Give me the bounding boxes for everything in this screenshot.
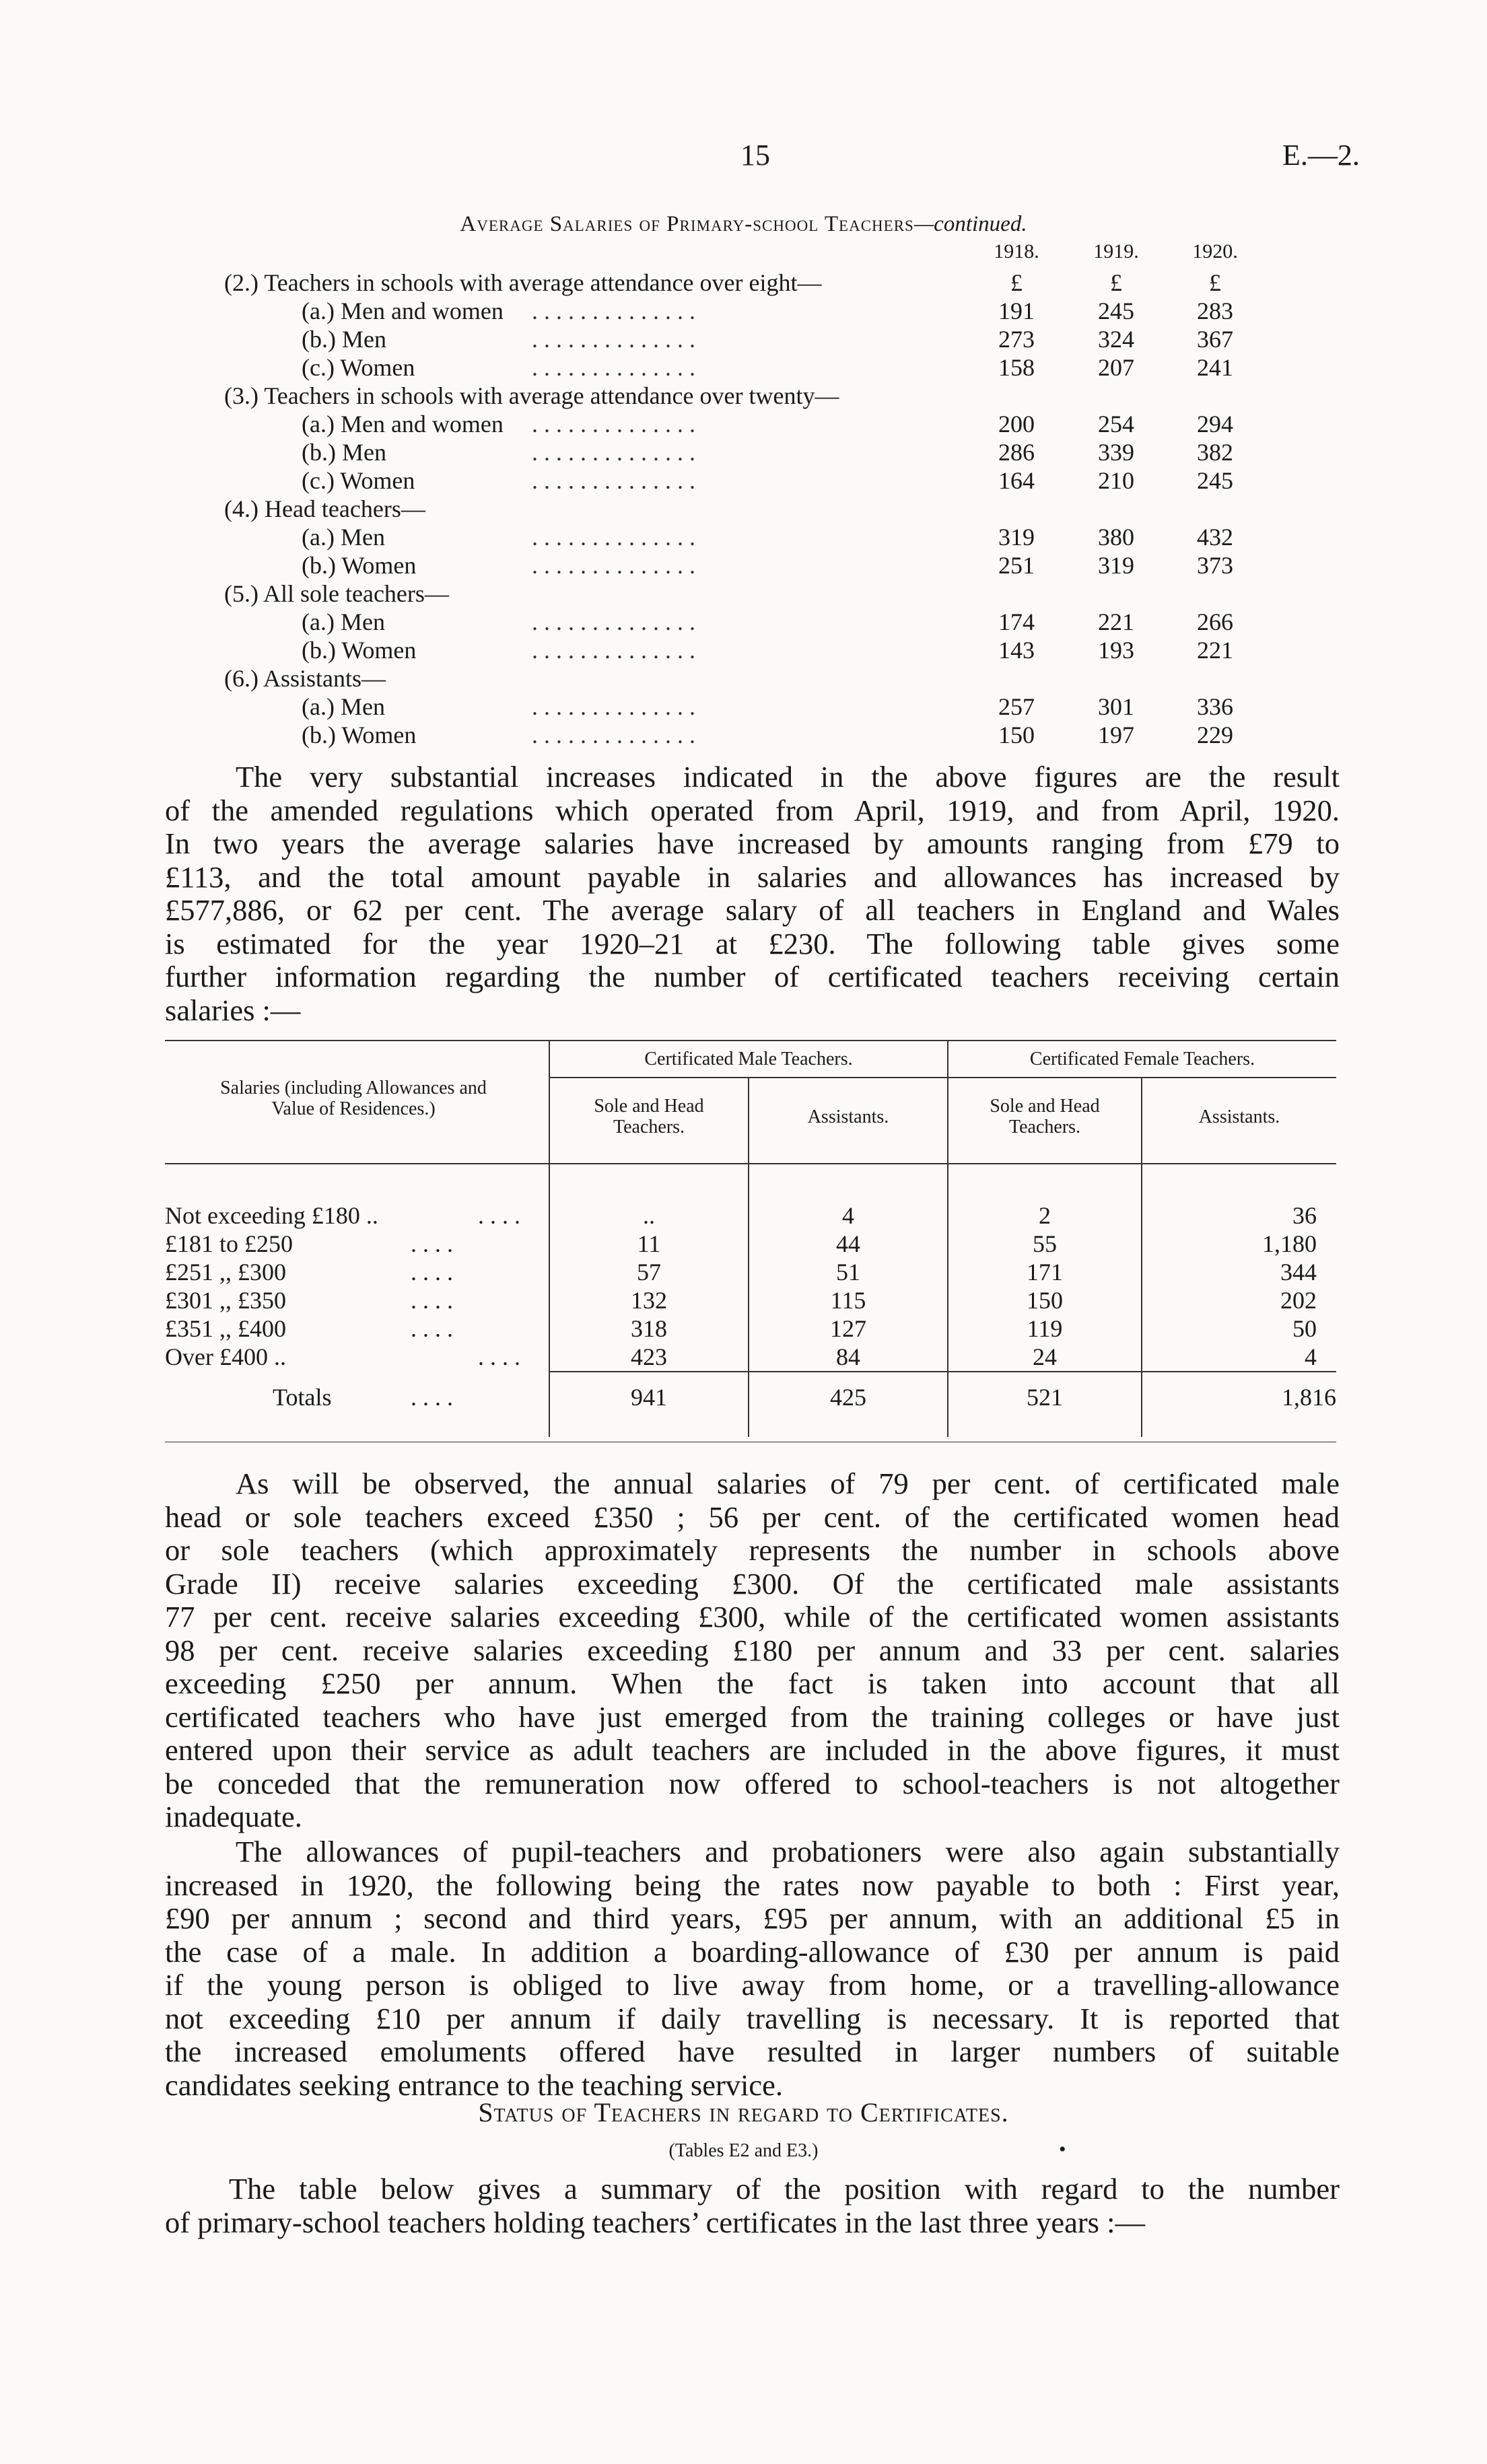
paragraph-line: £113, and the total amount payable in salaries and allowances has increased by <box>165 859 1340 894</box>
table-row-label: £301 ,, £350 <box>165 1287 286 1314</box>
leader-dots: . . . . . . . . . . . . . . <box>532 637 695 664</box>
salary-row <box>0 466 1487 495</box>
salary-value: 191 <box>998 297 1035 324</box>
salary-value: 257 <box>998 693 1035 720</box>
paragraph-line: In two years the average salaries have increased by amounts ranging from £79 to <box>165 826 1340 860</box>
group-heading: (4.) Head teachers— <box>224 495 425 522</box>
salary-row <box>0 353 1487 382</box>
leader-dots: . . . . . . . . . . . . . . <box>532 721 695 748</box>
row-header-line-1: Salaries (including Allowances and <box>220 1078 487 1098</box>
total-female-sole: 521 <box>1027 1384 1063 1411</box>
table-cell <box>1142 1230 1336 1258</box>
leader-dots: . . . . . . . . . . . . . . <box>532 297 695 324</box>
table-cell <box>1142 1201 1336 1230</box>
table-cell-value: 1,180 <box>1262 1230 1317 1257</box>
salary-row <box>0 721 1487 749</box>
table-row-label: £181 to £250 <box>165 1230 293 1257</box>
total-male-assistants: 425 <box>830 1384 866 1411</box>
salary-row <box>0 636 1487 664</box>
section-title-average-salaries <box>0 212 1487 237</box>
total-male-sole: 941 <box>631 1384 667 1411</box>
paragraph-line: if the young person is obliged to live away from home, or a travelling-allowance <box>165 1968 1340 2002</box>
salary-value: 380 <box>1098 524 1134 551</box>
salary-value: 221 <box>1197 637 1233 664</box>
group-heading-row <box>0 495 1487 523</box>
salary-value: 432 <box>1197 524 1233 551</box>
paragraph-line: inadequate. <box>165 1800 302 1833</box>
group-heading: (5.) All sole teachers— <box>224 580 449 607</box>
salary-value: 286 <box>998 439 1035 466</box>
group-female-header: Certificated Female Teachers. <box>1029 1049 1255 1069</box>
table-cell: 150 <box>1027 1287 1063 1314</box>
section-title-text: Average Salaries of Primary-school Teachers <box>460 212 914 236</box>
paragraph-line: The very substantial increases indicated in the above figures are the result <box>236 760 1340 794</box>
paragraph-line: £90 per annum ; second and third years, £95 per annum, with an additional £5 in <box>165 1901 1340 1935</box>
table-cell: 115 <box>830 1287 866 1314</box>
paragraph-line: salaries :— <box>165 993 301 1027</box>
salary-row <box>0 410 1487 438</box>
table-totals-rule <box>549 1371 1336 1372</box>
year-1918: 1918. <box>994 240 1039 262</box>
table-cell <box>1142 1343 1336 1371</box>
paragraph-summary-intro <box>165 2173 1340 2239</box>
sub-header-male-sole-line-1: Sole and Head <box>594 1096 704 1117</box>
leader-dots: . . . . . . . . . . . . . . <box>532 524 695 551</box>
paragraph-line: The table below gives a summary of the position with regard to the number <box>229 2172 1340 2206</box>
salary-row-label: (a.) Men and women <box>302 297 504 324</box>
table-cell: 132 <box>631 1287 667 1314</box>
salary-value: 150 <box>998 721 1035 748</box>
salary-row-label: (b.) Women <box>302 552 417 579</box>
salary-value: 367 <box>1197 326 1233 353</box>
table-cell: .. <box>643 1202 655 1229</box>
table-leader-dots: . . . . <box>478 1202 520 1229</box>
paragraph-line: of the amended regulations which operated from April, 1919, and from April, 1920. <box>165 793 1340 827</box>
paragraph-salary-increases <box>165 761 1340 1027</box>
certificated-salaries-table <box>165 1040 1350 1457</box>
salary-row <box>0 325 1487 353</box>
salary-value: 319 <box>1098 552 1134 579</box>
paragraph-line: candidates seeking entrance to the teaching service. <box>165 2068 784 2102</box>
salary-value: 339 <box>1098 439 1134 466</box>
paragraph-line: The allowances of pupil-teachers and probationers were also again substantially <box>236 1835 1340 1868</box>
leader-dots: . . . . . . . . . . . . . . <box>532 411 695 437</box>
salary-value: 324 <box>1098 326 1134 353</box>
table-cell-value: 344 <box>1280 1259 1317 1286</box>
currency-row <box>0 269 1487 297</box>
leader-dots: . . . . . . . . . . . . . . <box>532 326 695 353</box>
section-title-status-of-teachers: Status of Teachers in regard to Certificates. <box>478 2097 1009 2127</box>
table-cell: 55 <box>1033 1230 1057 1257</box>
table-row-label: Not exceeding £180 .. <box>165 1202 378 1229</box>
salary-row-label: (b.) Men <box>302 439 386 466</box>
salary-row-label: (b.) Men <box>302 326 386 353</box>
stray-mark: • <box>1059 2138 1066 2160</box>
section-title-suffix: —continued. <box>913 212 1027 236</box>
paragraph-line: exceeding £250 per annum. When the fact is taken into account that all <box>165 1666 1340 1700</box>
sub-header-female-assistants: Assistants. <box>1198 1106 1280 1127</box>
table-header-rule <box>165 1163 1336 1164</box>
salary-value: 319 <box>998 524 1035 551</box>
salary-value: 245 <box>1098 297 1134 324</box>
salary-row <box>0 551 1487 579</box>
table-leader-dots: . . . . <box>411 1287 453 1314</box>
salary-value: 283 <box>1197 297 1233 324</box>
table-cell: 127 <box>830 1315 866 1342</box>
table-cell: 44 <box>836 1230 860 1257</box>
salary-row-label: (a.) Men <box>302 524 385 551</box>
salary-value: 294 <box>1197 411 1233 437</box>
year-1919: 1919. <box>1093 240 1139 262</box>
salary-row <box>0 693 1487 721</box>
table-cell: 84 <box>836 1343 860 1370</box>
table-cell: 119 <box>1027 1315 1063 1342</box>
table-cell-value: 4 <box>1305 1343 1317 1370</box>
paragraph-line: of primary-school teachers holding teachers’ certificates in the last three years :— <box>165 2205 1145 2239</box>
row-header-line-2: Value of Residences.) <box>271 1098 436 1119</box>
salary-value: 164 <box>998 467 1035 494</box>
salary-value: 373 <box>1197 552 1233 579</box>
currency-symbol: £ <box>1010 269 1023 296</box>
paragraph-line: is estimated for the year 1920–21 at £230. The following table gives some <box>165 926 1340 960</box>
year-1920: 1920. <box>1192 240 1238 262</box>
salary-value: 207 <box>1098 354 1134 381</box>
salary-value: 158 <box>998 354 1035 381</box>
table-leader-dots: . . . . <box>411 1259 453 1286</box>
salary-value: 200 <box>998 411 1035 437</box>
table-cell-value: 36 <box>1292 1202 1317 1229</box>
salary-value: 221 <box>1098 608 1134 635</box>
table-cell <box>1142 1286 1336 1314</box>
salary-row <box>0 438 1487 466</box>
sub-header-female-sole <box>948 1096 1141 1137</box>
salary-value: 210 <box>1098 467 1134 494</box>
paragraph-line: or sole teachers (which approximately represents the number in schools above <box>165 1533 1340 1567</box>
salary-row-label: (c.) Women <box>302 467 415 494</box>
salary-value: 273 <box>998 326 1035 353</box>
group-male-header: Certificated Male Teachers. <box>644 1049 853 1069</box>
group-heading-row <box>0 382 1487 410</box>
paragraph-line: 98 per cent. receive salaries exceeding £180 per annum and 33 per cent. salaries <box>165 1633 1340 1667</box>
totals-label: Totals <box>273 1384 332 1411</box>
salary-row <box>0 523 1487 551</box>
salary-value: 241 <box>1197 354 1233 381</box>
paragraph-allowances <box>165 1835 1340 2102</box>
table-cell: 57 <box>637 1259 661 1286</box>
table-top-rule <box>165 1040 1336 1041</box>
leader-dots: . . . . . . . . . . . . . . <box>532 552 695 579</box>
sub-header-male-sole <box>550 1096 748 1137</box>
group-heading-row <box>0 579 1487 608</box>
group-heading-row <box>0 664 1487 693</box>
table-cell: 24 <box>1033 1343 1057 1370</box>
table-leader-dots: . . . . <box>411 1230 453 1257</box>
salary-value: 193 <box>1098 637 1134 664</box>
salary-row-label: (a.) Men and women <box>302 411 504 437</box>
salary-value: 174 <box>998 608 1035 635</box>
salary-value: 266 <box>1197 608 1233 635</box>
paragraph-line: further information regarding the number of certificated teachers receiving certain <box>165 960 1340 993</box>
salary-value: 254 <box>1098 411 1134 437</box>
table-cell: 51 <box>836 1259 860 1286</box>
leader-dots: . . . . . . . . . . . . . . <box>532 693 695 720</box>
row-header <box>165 1078 542 1119</box>
sub-header-female-sole-line-1: Sole and Head <box>990 1096 1100 1117</box>
leader-dots: . . . . . . . . . . . . . . <box>532 354 695 381</box>
salary-row-label: (b.) Women <box>302 721 417 748</box>
salary-value: 229 <box>1197 721 1233 748</box>
salary-row <box>0 608 1487 636</box>
table-cell-value: 50 <box>1292 1315 1317 1342</box>
section-subtitle-tables: (Tables E2 and E3.) <box>668 2140 819 2161</box>
paragraph-line: not exceeding £10 per annum if daily travelling is necessary. It is reported that <box>165 2001 1340 2035</box>
paragraph-observed-salaries <box>165 1467 1340 1834</box>
year-headers <box>0 240 1487 269</box>
leader-dots: . . . . . . . . . . . . . . <box>532 439 695 466</box>
paragraph-line: head or sole teachers exceed £350 ; 56 per cent. of the certificated women head <box>165 1500 1340 1534</box>
leader-dots: . . . . . . . . . . . . . . <box>532 467 695 494</box>
paragraph-line: certificated teachers who have just emerged from the training colleges or have just <box>165 1699 1340 1734</box>
table-cell: 318 <box>631 1315 667 1342</box>
paragraph-line: be conceded that the remuneration now offered to school-teachers is not altogether <box>165 1766 1340 1800</box>
salary-value: 143 <box>998 637 1035 664</box>
total-female-assistants-value: 1,816 <box>1282 1384 1336 1411</box>
table-leader-dots: . . . . <box>411 1315 453 1342</box>
table-cell: 423 <box>631 1343 667 1370</box>
paragraph-line: the increased emoluments offered have resulted in larger numbers of suitable <box>165 2035 1340 2068</box>
table-cell: 4 <box>842 1202 854 1229</box>
table-row-label: Over £400 .. <box>165 1343 286 1370</box>
sub-header-male-sole-line-2: Teachers. <box>613 1117 685 1137</box>
salary-value: 251 <box>998 552 1035 579</box>
page-number: 15 <box>740 139 770 172</box>
currency-symbol: £ <box>1110 269 1122 296</box>
currency-symbol: £ <box>1209 269 1221 296</box>
table-cell-value: 202 <box>1280 1287 1317 1314</box>
group-heading: (3.) Teachers in schools with average attendance over twenty— <box>224 382 839 409</box>
paragraph-line: increased in 1920, the following being the rates now payable to both : First year, <box>165 1868 1340 1902</box>
totals-leader-dots: . . . . <box>411 1384 453 1411</box>
salary-value: 301 <box>1098 693 1134 720</box>
paragraph-line: entered upon their service as adult teachers are included in the above figures, it must <box>165 1733 1340 1767</box>
salary-row-label: (a.) Men <box>302 608 385 635</box>
salary-row-label: (a.) Men <box>302 693 385 720</box>
table-cell: 171 <box>1027 1259 1063 1286</box>
total-female-assistants <box>1142 1383 1336 1411</box>
table-cell: 11 <box>637 1230 661 1257</box>
paragraph-line: Grade II) receive salaries exceeding £300. Of the certificated male assistants <box>165 1566 1340 1600</box>
salary-value: 382 <box>1197 439 1233 466</box>
salary-row <box>0 297 1487 325</box>
table-cell <box>1142 1314 1336 1343</box>
sub-header-female-sole-line-2: Teachers. <box>1008 1117 1081 1137</box>
leader-dots: . . . . . . . . . . . . . . <box>532 608 695 635</box>
group-heading: (6.) Assistants— <box>224 665 386 692</box>
table-group-rule <box>549 1077 1336 1078</box>
paragraph-line: the case of a male. In addition a boarding-allowance of £30 per annum is paid <box>165 1934 1340 1969</box>
group-heading: (2.) Teachers in schools with average attendance over eight— <box>224 269 822 296</box>
paragraph-line: As will be observed, the annual salaries of 79 per cent. of certificated male <box>236 1467 1340 1500</box>
salary-value: 336 <box>1197 693 1233 720</box>
table-cell: 2 <box>1039 1202 1051 1229</box>
salary-row-label: (c.) Women <box>302 354 415 381</box>
table-leader-dots: . . . . <box>478 1343 520 1370</box>
sub-header-male-assistants: Assistants. <box>807 1106 889 1127</box>
salary-row-label: (b.) Women <box>302 637 417 664</box>
table-row-label: £251 ,, £300 <box>165 1259 286 1286</box>
table-row-label: £351 ,, £400 <box>165 1315 286 1342</box>
salary-value: 197 <box>1098 721 1134 748</box>
table-cell <box>1142 1258 1336 1286</box>
salary-value: 245 <box>1197 467 1233 494</box>
paragraph-line: 77 per cent. receive salaries exceeding £300, while of the certificated women assistants <box>165 1600 1340 1633</box>
paragraph-line: £577,886, or 62 per cent. The average salary of all teachers in England and Wales <box>165 893 1340 927</box>
page-reference: E.—2. <box>1282 139 1360 172</box>
